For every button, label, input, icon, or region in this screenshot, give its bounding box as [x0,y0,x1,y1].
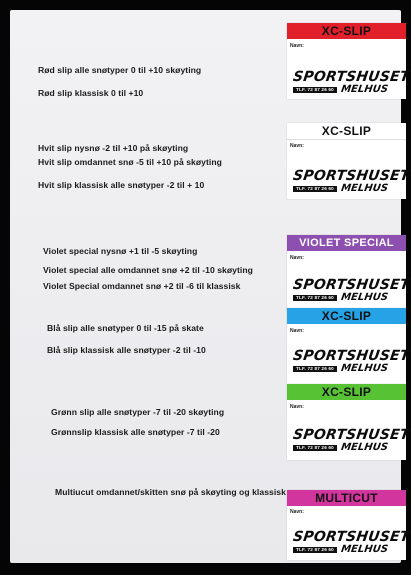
sportshuset-logo: SPORTSHUSET TLF. 72 87 26 60 MELHUS [291,168,411,194]
label-band: VIOLET SPECIAL [287,235,406,251]
sportshuset-logo: SPORTSHUSET TLF. 72 87 26 60 MELHUS [291,69,411,95]
text-white-new-snow: Hvit slip nysnø -2 til +10 på skøyting [38,143,189,153]
text-multicut: Multiucut omdannet/skitten snø på skøyting og klassisk [55,487,286,497]
sportshuset-logo: SPORTSHUSET TLF. 72 87 26 60 MELHUS [291,529,411,555]
text-white-classic: Hvit slip klassisk alle snøtyper -2 til + 10 [38,180,205,190]
label-xc-slip-white [287,123,411,199]
label-xc-slip-green [287,384,411,460]
sportshuset-logo: SPORTSHUSET TLF. 72 87 26 60 MELHUS [291,348,411,374]
label-band: XC-SLIP [287,384,406,400]
label-band: MULTICUT [287,490,406,506]
label-name-field: Navn: [290,404,304,410]
sportshuset-logo: SPORTSHUSET TLF. 72 87 26 60 MELHUS [291,427,411,453]
text-violet-new-snow: Violet special nysnø +1 til -5 skøyting [43,246,198,256]
text-red-classic: Rød slip klassisk 0 til +10 [38,88,144,98]
label-name-field: Navn: [290,328,304,334]
label-violet-special [287,235,411,311]
text-red-skate: Rød slip alle snøtyper 0 til +10 skøyting [38,65,202,75]
text-violet-transformed-skate: Violet special alle omdannet snø +2 til -10 skøyting [43,265,253,275]
laminated-sheet [10,10,411,563]
label-name-field: Navn: [290,255,304,261]
label-name-field: Navn: [290,43,304,49]
label-name-field: Navn: [290,509,304,515]
text-white-transformed: Hvit slip omdannet snø -5 til +10 på skøyting [38,157,222,167]
text-green-skate: Grønn slip alle snøtyper -7 til -20 skøyting [51,407,225,417]
label-band: XC-SLIP [287,123,406,140]
label-multicut [287,490,411,560]
label-name-field: Navn: [290,143,304,149]
sportshuset-logo: SPORTSHUSET TLF. 72 87 26 60 MELHUS [291,277,411,303]
label-band: XC-SLIP [287,308,406,324]
label-xc-slip-red [287,23,411,99]
text-green-classic: Grønnslip klassisk alle snøtyper -7 til -20 [51,427,220,437]
text-blue-classic: Blå slip klassisk alle snøtyper -2 til -10 [47,345,206,355]
text-blue-skate: Blå slip alle snøtyper 0 til -15 på skate [47,323,204,333]
label-xc-slip-blue [287,308,411,384]
text-violet-classic: Violet Special omdannet snø +2 til -6 til klassisk [43,281,241,291]
label-band: XC-SLIP [287,23,406,39]
